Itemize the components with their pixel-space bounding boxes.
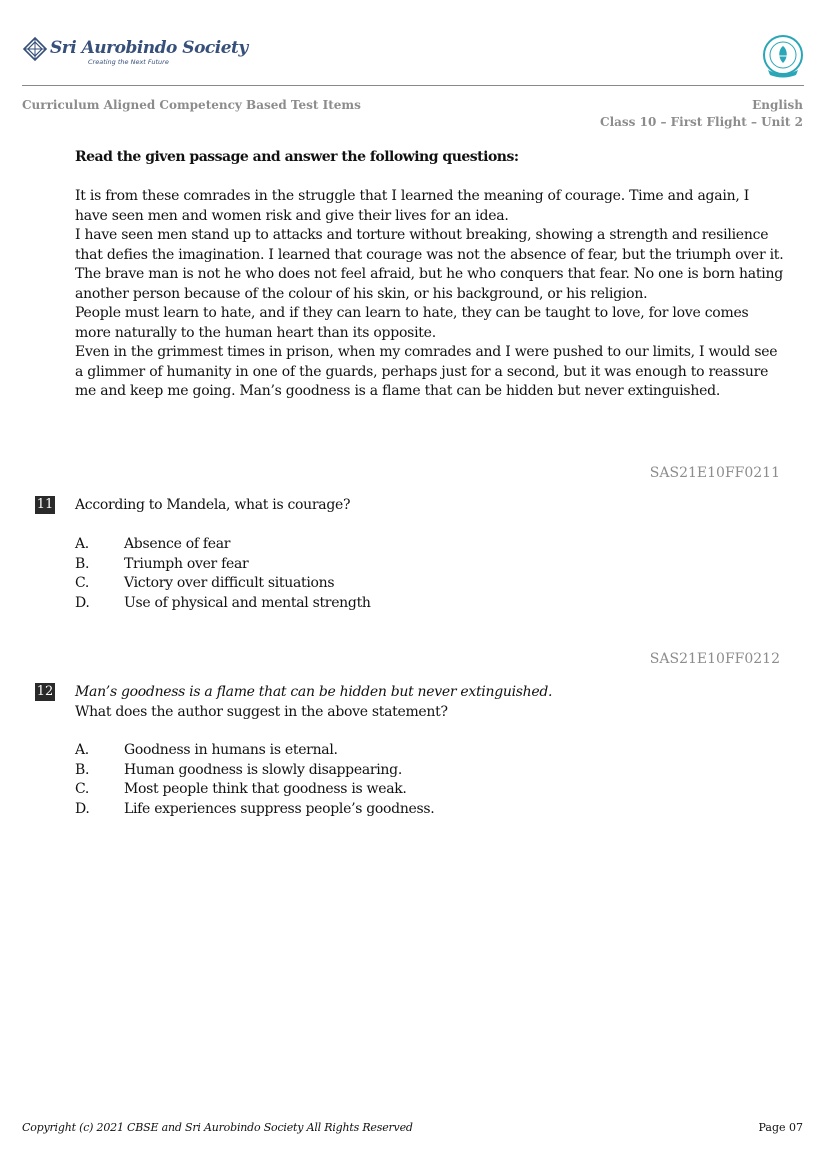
- chapter-label: Class 10 – First Flight – Unit 2: [600, 115, 803, 129]
- cbse-logo: [760, 34, 806, 80]
- question-number-badge: 11: [36, 497, 54, 512]
- option-text: Use of physical and mental strength: [124, 594, 371, 611]
- option-letter: C.: [75, 575, 90, 591]
- passage-paragraph: I have seen men stand up to attacks and torture without breaking, showing a strength and resilience that defies the imagination. I learned that courage was not the absence of fear, but the triumph over it.: [75, 227, 784, 263]
- option-text: Most people think that goodness is weak.: [124, 781, 407, 797]
- passage-paragraph: Even in the grimmest times in prison, when my comrades and I were pushed to our limits, I would see a glimmer of humanity in one of the guards, perhaps just for a second, but it was enough to reassure me and keep me going. Man’s goodness is a flame that can be hidden but never extinguished.: [75, 344, 778, 399]
- question-block: [75, 682, 552, 722]
- question-text: What does the author suggest in the above statement?: [75, 704, 448, 720]
- cbse-seal-icon: [760, 34, 806, 80]
- header-divider: [22, 85, 804, 86]
- logo-tagline: Creating the Next Future: [88, 58, 169, 66]
- question-text: According to Mandela, what is courage?: [75, 497, 351, 513]
- option-letter: B.: [75, 761, 90, 778]
- option-letter: D.: [75, 594, 90, 611]
- question-number-badge: 12: [36, 684, 54, 699]
- option-letter: A.: [75, 536, 89, 552]
- option-text: Victory over difficult situations: [124, 575, 335, 591]
- option-text: Human goodness is slowly disappearing.: [124, 761, 402, 778]
- question-code: SAS21E10FF0212: [649, 651, 780, 667]
- document-series-title: Curriculum Aligned Competency Based Test Items: [22, 98, 361, 112]
- passage-instruction: Read the given passage and answer the following questions:: [75, 149, 519, 165]
- option-letter: A.: [75, 742, 89, 758]
- sri-aurobindo-society-logo: [22, 36, 248, 70]
- passage-paragraph: It is from these comrades in the struggle that I learned the meaning of courage. Time and again, I have seen men and women risk and give their lives for an idea.: [75, 188, 750, 224]
- passage: [75, 187, 785, 402]
- question-code: SAS21E10FF0211: [649, 465, 780, 481]
- option-text: Absence of fear: [124, 536, 231, 552]
- society-emblem-icon: [22, 36, 48, 62]
- option-text: Triumph over fear: [124, 555, 249, 572]
- option-text: Goodness in humans is eternal.: [124, 742, 338, 758]
- subject-label: English: [752, 98, 803, 112]
- logo-name: Sri Aurobindo Society: [50, 38, 248, 58]
- option-letter: B.: [75, 555, 90, 572]
- option-text: Life experiences suppress people’s goodness.: [124, 800, 435, 817]
- passage-paragraph: The brave man is not he who does not feel afraid, but he who conquers that fear. No one is born hating another person because of the colour of his skin, or his background, or his religion.: [75, 266, 783, 302]
- passage-paragraph: People must learn to hate, and if they can learn to hate, they can be taught to love, for love comes more naturally to the human heart than its opposite.: [75, 305, 749, 341]
- page-number: Page 07: [758, 1121, 803, 1134]
- copyright-notice: Copyright (c) 2021 CBSE and Sri Aurobindo Society All Rights Reserved: [22, 1121, 413, 1134]
- option-letter: D.: [75, 800, 90, 817]
- option-letter: C.: [75, 781, 90, 797]
- question-quote: Man’s goodness is a flame that can be hidden but never extinguished.: [75, 684, 553, 700]
